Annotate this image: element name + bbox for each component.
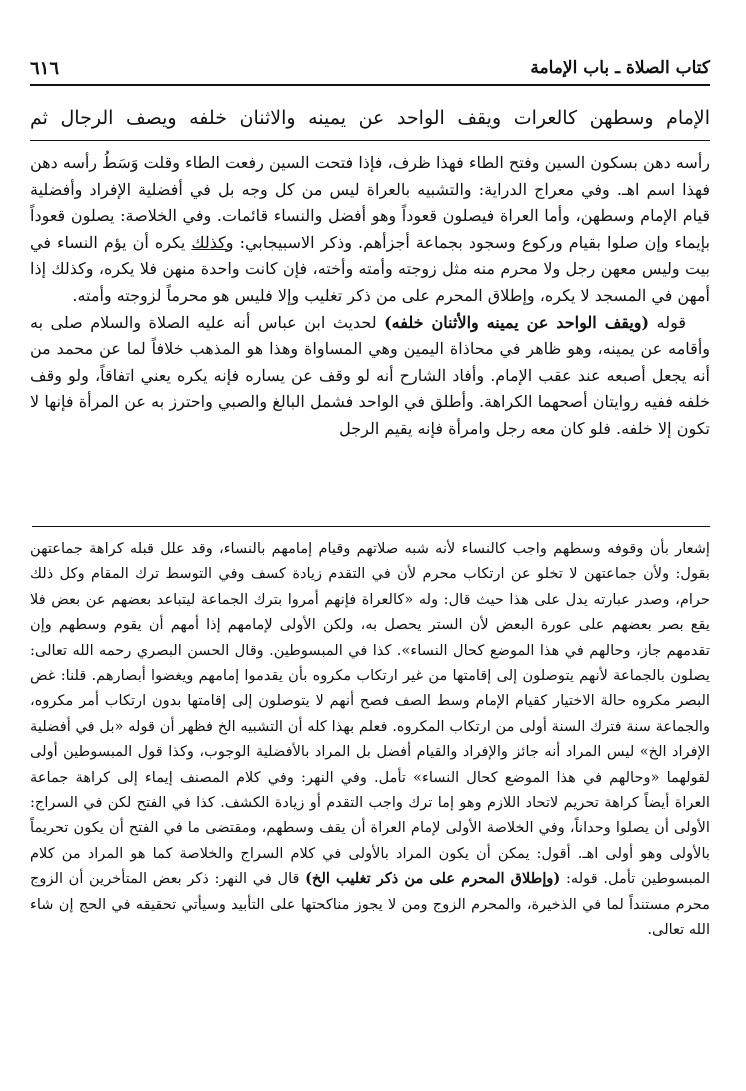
commentary-text: لحديث ابن عباس أنه عليه الصلاة والسلام صلى به وأقامه عن يمينه، وهو ظاهر في محاذاة اليمين وهي المساواة وهذا هو المذهب خلافاً لما عن محمد من أنه يجعل أصبعه عند عقب الإمام. وأفاد الشارح أنه لو وقف عن يساره فإنه يكره يعني اتفاقاً، ولو وقف خلفه ففيه روايتان أصحهما الكراهة. وأطلق في الواحد فشمل البالغ والصبي واحترز به عن المرأة فإنها لا تكون إلا خلفه. فلو كان معه رجل وامرأة فإنه يقيم الرجل — [30, 312, 711, 438]
gloss-text: قال في النهر: ذكر بعض المتأخرين أن الزوج محرم مستنداً لما في الذخيرة، والمحرم الزوج ومن لا يجوز مناكحتها على التأبيد وسيأتي تحقيقه في الحج إن شاء الله تعالى. — [30, 870, 710, 939]
underlined-word: وكذلك — [191, 232, 234, 252]
matn-quote: (ويقف الواحد عن يمينه والأثنان خلفه) — [384, 312, 650, 332]
commentary-paragraph-2 — [30, 310, 710, 443]
marginal-gloss-block — [30, 536, 710, 943]
page-number: ٦١٦ — [30, 57, 60, 79]
gloss-text: إشعار بأن وقوفه وسطهم واجب كالنساء لأنه شبه صلاتهم وقيام إمامهم بالنساء، وقد علل قبله كراهة جماعتهن بقول: ولأن جماعتهن لا تخلو عن ارتكاب محرم لأن في التقدم زيادة كسف وفي التوسط ترك المقام وكل ذلك حرام، وصدر عبارته يدل على هذا حيث قال: وله «كالعراة فإنهم أمروا بترك الجماعة ليتباعد بعضهم عن بعض فلا يقع بصر بعضهم على عورة البعض لأن الستر يحصل به، ولكن الأولى لإمامهم إذا أمهم أن يقوم وسطهم وإن تقدمهم جاز، وحالهم في هذا الموضع كحال النساء». كذا في المبسوطين. وقال الحسن البصري رحمه الله تعالى: يصلون بالجماعة لأنهم يتوصلون إلى إقامتها من غير ارتكاب مكروه بأن يقدموا إمامهم ويغضوا أبصارهم. قلنا: غض البصر مكروه حالة الاختيار كقيام الإمام وسط الصف فصح أنهم لا يتوصلون إلى إقامتها بدون ارتكاب أمر مكروه، والجماعة سنة فترك السنة أولى من ارتكاب المكروه. فعلم بهذا كله أن التشبيه الخ فظهر أن قوله «بل في أفضلية الإفراد الخ» ليس المراد أنه جائز والإفراد والقيام أفضل بل المراد بالأفضلية الوجوب، وكذا قول المبسوطين أولى لقولهما «وحالهم في هذا الموضع كحال النساء» تأمل. وفي النهر: وفي كلام المصنف إيماء إلى كراهة جماعة العراة أيضاً كراهة تحريم لاتحاد اللازم وهو إما ترك واجب التقدم أو زيادة الكشف. كذا في الفتح لكن في السراج: الأولى أن يصلوا وحداناً، وفي الخلاصة الأولى لإمام العراة أن يقف وسطهم، ومقتضى ما في الفتح أن يكون تحريماً بالأولى وهو أولى اهـ. أقول: يمكن أن يكون المراد بالأولى في كلام السراج والخلاصة كما هو المراد من كلام المبسوطين تأمل. قوله: — [30, 540, 711, 888]
running-header — [30, 52, 710, 86]
commentary-text: رأسه دهن بسكون السين وفتح الطاء فهذا ظرف، فإذا فتحت السين رفعت الطاء وقلت وَسَطُ رأسه دهن فهذا اسم اهـ. وفي معراج الدراية: والتشبيه بالعراة ليس من كل وجه بل في أفضلية الإفراد وأفضلية قيام الإمام وسطهن، وأما العراة فيصلون قعوداً وهو أفضل والنساء قائمات. وفي الخلاصة: يصلون قعوداً بإيماء وإن صلوا بقيام وركوع وسجود بجماعة أجزأهم. وذكر الاسبيجابي: — [30, 153, 711, 252]
commentary-lead: قوله — [656, 312, 686, 332]
commentary-text: يكره أن يؤم النساء في بيت وليس معهن رجل ولا محرم منه مثل زوجته وأمته وأخته، فإن كانت واحدة منهن فلا يكره، وكذلك إذا أمهن في المسجد لا يكره، وإطلاق المحرم على من ذكر تغليب وإلا فليس هو محرماً لزوجته وأمته. — [30, 232, 711, 305]
book-title: كتاب الصلاة ـ باب الإمامة — [530, 58, 710, 78]
gloss-paragraph — [30, 536, 710, 943]
footnote-divider — [32, 526, 710, 527]
commentary-block — [30, 150, 710, 443]
commentary-paragraph-1 — [30, 150, 710, 310]
matn-text-line: الإمام وسطهن كالعرات ويقف الواحد عن يمينه والاثنان خلفه ويصف الرجال ثم — [30, 96, 710, 141]
gloss-quote: (وإطلاق المحرم على من ذكر تغليب الخ) — [305, 870, 561, 888]
